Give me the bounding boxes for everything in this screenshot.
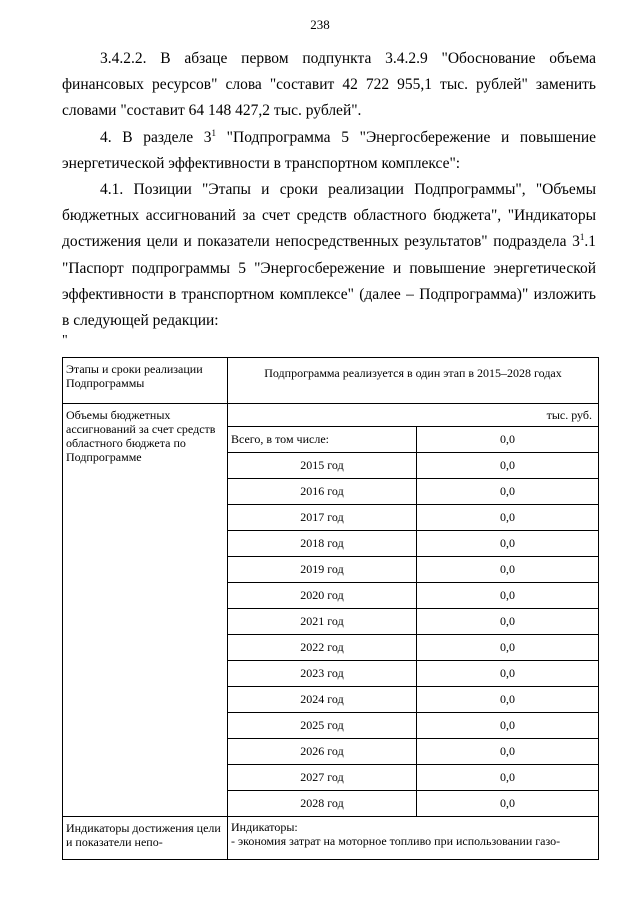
indicators-title: Индикаторы: [231, 820, 298, 834]
page-number: 238 [310, 17, 330, 32]
table-row: 2020 год 0,0 [63, 583, 599, 609]
table-row: 2016 год 0,0 [63, 479, 599, 505]
indicators-row [63, 817, 599, 860]
paragraph-4: 4. В разделе $3^1$ "Подпрограмма 5 "Энергосбережение и повышение энергетической эффективности в транспортном комплексе": [62, 127, 596, 172]
table-row: 2022 год 0,0 [63, 635, 599, 661]
table-row: 2025 год 0,0 [63, 713, 599, 739]
total-label: Всего, в том числе: [228, 427, 417, 453]
stages-row [63, 358, 599, 404]
table-row: 2017 год 0,0 [63, 505, 599, 531]
open-quote: " [62, 333, 68, 348]
stages-value: Подпрограмма реализуется в один этап в 2015–2028 годах [228, 358, 599, 404]
budget-unit: тыс. руб. [228, 404, 599, 427]
table-row: 2015 год 0,0 [63, 453, 599, 479]
table-row: 2028 год 0,0 [63, 791, 599, 817]
table-row: 2027 год 0,0 [63, 765, 599, 791]
stages-label: Этапы и сроки реализации Подпрограммы [63, 358, 228, 404]
indicators-content [228, 817, 599, 860]
table-row: 2026 год 0,0 [63, 739, 599, 765]
passport-table [62, 357, 599, 860]
indicators-label: Индикаторы достижения цели и показатели непо- [63, 817, 228, 860]
table-row: 2018 год 0,0 [63, 531, 599, 557]
budget-label: Объемы бюджетных ассигнований за счет средств областного бюджета по Подпрограмме [63, 404, 228, 817]
body-text [62, 46, 596, 334]
paragraph-4-1: 4.1. Позиции "Этапы и сроки реализации Подпрограммы", "Объемы бюджетных ассигнований за счет средств областного бюджета", "Индикаторы достижения цели и показатели непосредственных результатов" подраздела $3^1.1$ "Паспорт подпрограммы 5 "Энергосбережение и повышение энергетической эффективности в транспортном комплексе" (далее – Подпрограмма)" изложить в следующей редакции: [62, 181, 596, 330]
table-row: 2019 год 0,0 [63, 557, 599, 583]
total-value: 0,0 [417, 427, 599, 453]
paragraph-3-4-2-2: 3.4.2.2. В абзаце первом подпункта 3.4.2.9 "Обоснование объема финансовых ресурсов" слова "составит 42 722 955,1 тыс. рублей" заменить словами "составит 64 148 427,2 тыс. рублей". [62, 50, 596, 120]
table-row: 2024 год 0,0 [63, 687, 599, 713]
indicators-line: - экономия затрат на моторное топливо при использовании газо- [231, 834, 561, 848]
table-row: 2023 год 0,0 [63, 661, 599, 687]
budget-unit-row [63, 404, 599, 427]
table-row: 2021 год 0,0 [63, 609, 599, 635]
